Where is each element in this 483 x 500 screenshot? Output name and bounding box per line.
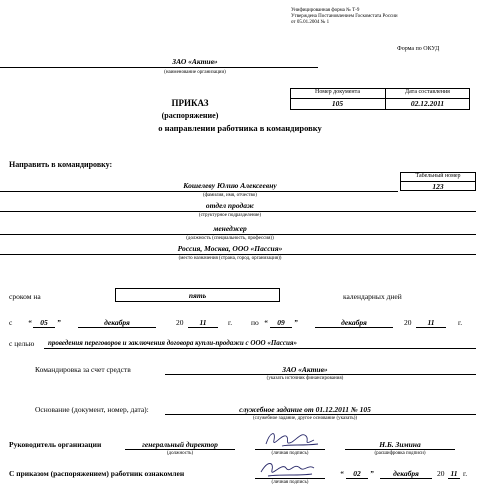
acquainted-day: 02 <box>353 469 361 478</box>
head-signature-line <box>255 449 325 450</box>
destination-line <box>0 254 476 255</box>
basis-label: Основание (документ, номер, дата): <box>35 405 149 414</box>
tab-number-value: 123 <box>432 182 444 191</box>
tab-number-header: Табельный номер <box>415 173 461 179</box>
doc-date-value: 02.12.2011 <box>410 99 445 108</box>
order-purpose-title: о направлении работника в командировку <box>158 123 322 133</box>
employee-signature-caption: (личная подпись) <box>271 480 309 485</box>
acquainted-year-line <box>448 478 460 479</box>
duration-suffix: календарных дней <box>343 292 402 301</box>
from-day: 05 <box>40 318 48 327</box>
head-name-line <box>345 449 455 450</box>
destination-caption: (место назначения (страна, город, организация)) <box>178 256 282 261</box>
order-title: ПРИКАЗ <box>171 98 209 108</box>
head-name: Н.Б. Зимина <box>379 440 421 449</box>
order-subtitle: (распоряжение) <box>161 111 219 120</box>
department: отдел продаж <box>205 201 255 210</box>
funding-label: Командировка за счет средств <box>35 365 131 374</box>
basis-value: служебное задание от 01.12.2011 № 105 <box>239 405 371 414</box>
duration-value: пять <box>188 291 207 300</box>
from-year-line <box>188 327 218 328</box>
send-label: Направить в командировку: <box>9 160 113 169</box>
from-year-suffix: г. <box>228 318 233 327</box>
employee-name-line <box>0 191 398 192</box>
organization-caption: (наименование организации) <box>164 70 226 75</box>
head-signature-caption: (личная подпись) <box>271 451 309 456</box>
from-prefix: с <box>9 318 13 327</box>
head-position-caption: (должность) <box>166 451 194 456</box>
form-approval-note <box>291 8 398 26</box>
from-month-line <box>78 327 156 328</box>
to-day: 09 <box>277 318 285 327</box>
to-prefix: по <box>251 318 259 327</box>
employee-name: Кошелеву Юлию Алексеевну <box>183 181 277 190</box>
acquainted-month-line <box>380 478 432 479</box>
to-day-line <box>270 327 292 328</box>
funding-line <box>165 374 476 375</box>
doc-number-header: Номер документа <box>314 89 360 95</box>
basis-line <box>165 414 476 415</box>
position: менеджер <box>213 224 247 233</box>
head-position-line <box>125 449 235 450</box>
okud-label: Форма по ОКУД <box>397 46 440 52</box>
acquainted-month: декабря <box>393 469 419 478</box>
from-month: декабря <box>104 318 130 327</box>
position-line <box>0 234 476 235</box>
department-line <box>0 211 476 212</box>
purpose-label: с целью <box>9 339 35 348</box>
head-position: генеральный директор <box>142 440 218 449</box>
to-month: декабря <box>341 318 367 327</box>
acquainted-label: С приказом (распоряжением) работник ознакомлен <box>9 469 185 478</box>
position-caption: (должность (специальность, профессия)) <box>186 236 274 241</box>
form-approval-line: Утверждена Постановлением Госкомстата России <box>291 14 398 19</box>
basis-caption: (служебное задание, другое основание (указать)) <box>252 416 358 421</box>
form-approval-date-line: от 05.01.2004 № 1 <box>291 20 330 25</box>
purpose-line <box>44 348 476 349</box>
employee-name-caption: (фамилия, имя, отчество) <box>203 193 257 198</box>
form-number-line: Унифицированная форма № Т-9 <box>291 8 360 13</box>
department-caption: (структурное подразделение) <box>198 213 262 218</box>
from-year: 11 <box>199 318 207 327</box>
acquainted-day-line <box>346 478 368 479</box>
employee-signature-line <box>255 478 325 479</box>
organization-line <box>0 67 318 68</box>
duration-label: сроком на <box>9 292 41 301</box>
doc-date-header: Дата составления <box>405 89 450 95</box>
from-year-prefix: 20 <box>176 318 184 327</box>
to-year: 11 <box>427 318 435 327</box>
destination: Россия, Москва, ООО «Пассия» <box>177 244 283 253</box>
acquainted-year-prefix: 20 <box>437 469 445 478</box>
head-label: Руководитель организации <box>9 440 102 449</box>
to-month-line <box>315 327 393 328</box>
funding-caption: (указать источник финансирования) <box>266 376 344 381</box>
to-year-prefix: 20 <box>404 318 412 327</box>
funding-value: ЗАО «Актив» <box>282 365 328 374</box>
to-year-line <box>416 327 446 328</box>
doc-number-value: 105 <box>331 99 344 108</box>
purpose-value: проведения переговоров и заключения договора купли-продажи с ООО «Пассия» <box>48 339 297 347</box>
organization-name: ЗАО «Актив» <box>172 57 218 66</box>
head-name-caption: (расшифровка подписи) <box>374 451 426 456</box>
acquainted-year: 11 <box>450 469 458 478</box>
to-year-suffix: г. <box>458 318 463 327</box>
from-day-line <box>33 327 55 328</box>
acquainted-year-suffix: г. <box>463 469 468 478</box>
